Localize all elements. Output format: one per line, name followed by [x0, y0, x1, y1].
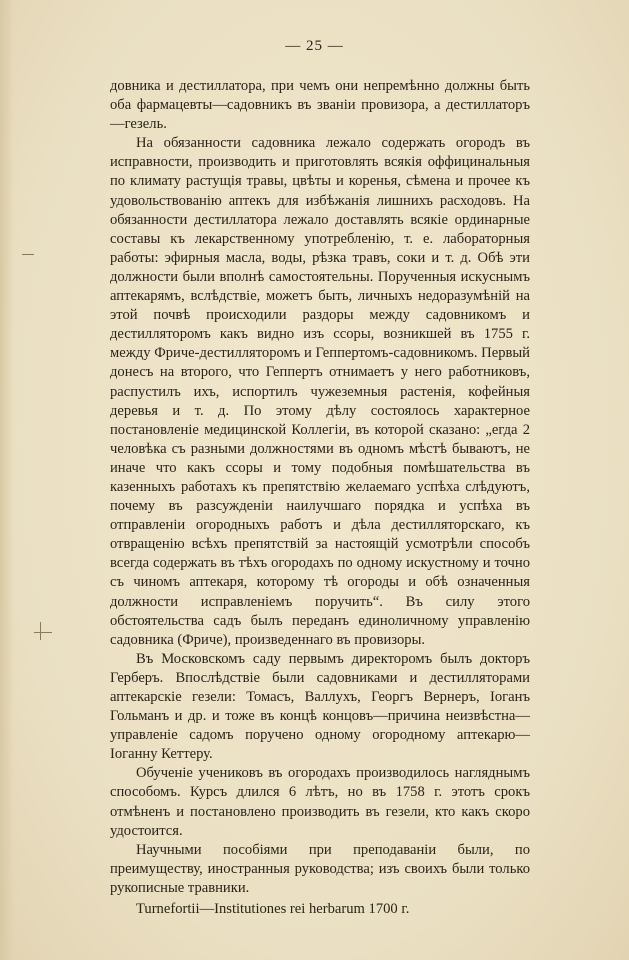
paragraph-training: Обученіе учениковъ въ огородахъ производилось нагляднымъ способомъ. Курсъ длился 6 лѣтъ, но въ 1758 г. этотъ срокъ отмѣненъ и постановлено производить въ гезели, кто какъ скоро удостоится.	[110, 765, 530, 839]
paragraph-moscow-garden: Въ Московскомъ саду первымъ директоромъ былъ докторъ Герберъ. Впослѣдствіе были садовниками и дестилляторами аптекарскіе гезели: Томасъ, Валлухъ, Георгъ Вернеръ, Іоганъ Гольманъ и др. и тоже въ концѣ концовъ—причина неизвѣстна—управленіе садомъ поручено одному огородному аптекарю—Іоганну Кеттеру.	[110, 650, 530, 763]
bibliographic-reference: Turnefortii—Institutiones rei herbarum 1700 г.	[136, 901, 410, 918]
binding-shadow	[0, 0, 14, 960]
margin-mark	[34, 632, 52, 633]
margin-mark	[22, 254, 34, 255]
body-text	[110, 77, 530, 919]
paragraph-textbooks: Научными пособіями при преподаваніи были, по преимуществу, иностранныя руководства; изъ своихъ были только рукописные травники.	[110, 841, 530, 896]
margin-mark	[40, 622, 41, 640]
page-number: — 25 —	[285, 38, 344, 54]
paragraph-gardener-duties: На обязанности садовника лежало содержать огородъ въ исправности, производить и приготовлять всякія оффицинальныя по климату растущія травы, цвѣты и коренья, сѣмена и прочее къ удовольствованію аптекъ для избѣжанія лишнихъ расходовъ. На обязанности дестиллатора лежало доставлять всякіе ординарные составы къ лекарственному употребленію, т. е. лабораторныя работы: эфирныя масла, воды, рѣзка травъ, соки и т. д. Обѣ эти должности были вполнѣ самостоятельны. Порученныя искуснымъ аптекарямъ, вслѣдствіе, можетъ быть, личныхъ недоразумѣній на этой почвѣ происходили раздоры между садовникомъ и дестилляторомъ какъ видно изъ ссоры, возникшей въ 1755 г. между Фриче-дестилляторомъ и Геппертомъ-садовникомъ. Первый донесъ на второго, что Геппертъ отнимаетъ у него работниковъ, распустилъ ихъ, испортилъ чужеземныя растенія, кофейныя деревья и т. д. По этому дѣлу состоялось характерное постановленіе медицинской Коллегіи, въ которой сказано: „егда 2 человѣка съ разными должностями въ одномъ мѣстѣ бываютъ, не иначе что какъ ссоры и тому подобныя помѣшательства въ казенныхъ работахъ къ препятствію желаемаго успѣха слѣдуютъ, почему въ разсужденіи наилучшаго порядка и успѣха въ отправленіи огородныхъ работъ и дѣла дестилляторскаго, къ отвращенію всѣхъ препятствій за настоящій усмотрѣли способъ всегда содержать въ тѣхъ огородахъ по одному искустному и точно съ чиномъ аптекаря, которому тѣ огороды и обѣ означенныя должности исправленіемъ поручить“. Въ силу этого обстоятельства садъ былъ переданъ единоличному управленію садовника (Фриче), произведеннаго въ провизоры.	[110, 135, 530, 648]
paragraph-continued: довника и дестиллатора, при чемъ они непремѣнно должны быть оба фармацевты—садовникъ въ званіи провизора, а дестиллаторъ—гезель.	[110, 78, 530, 133]
